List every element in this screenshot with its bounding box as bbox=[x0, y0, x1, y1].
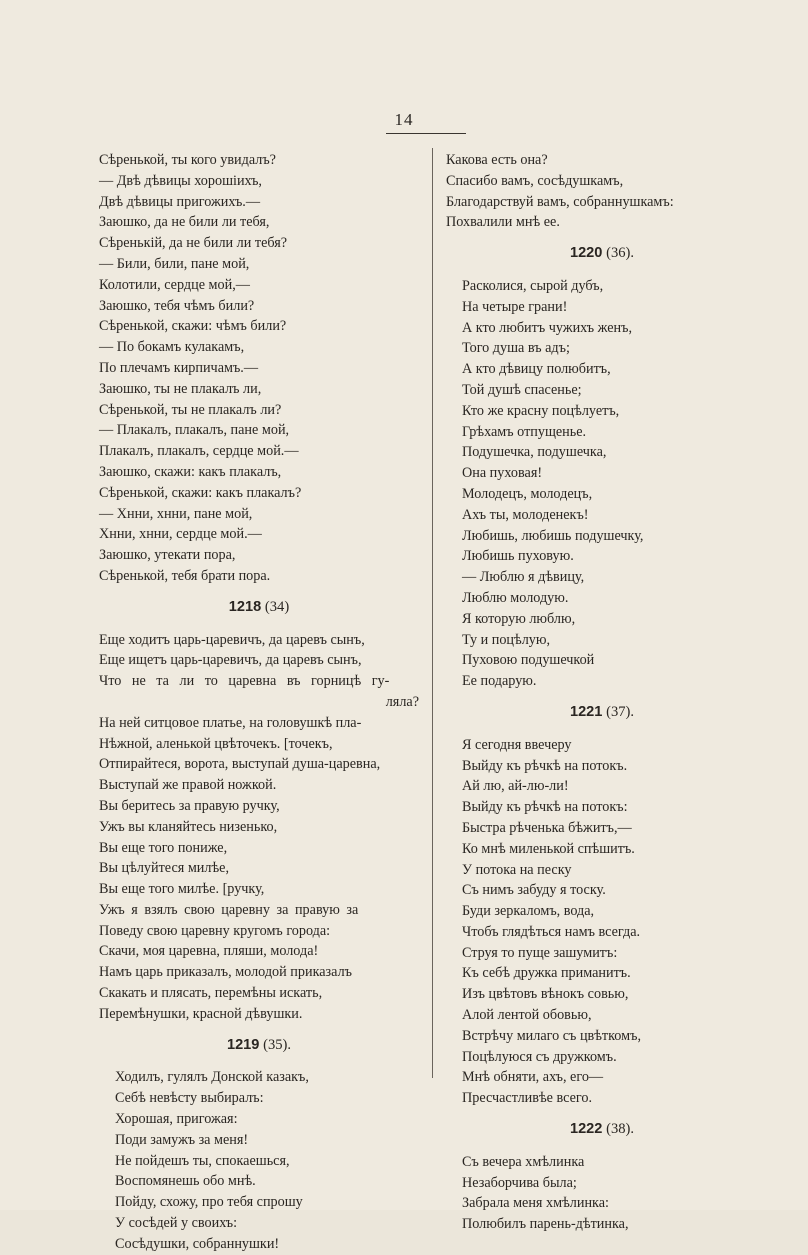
song-subnumber: (34) bbox=[264, 598, 290, 615]
verse-line: Ко мнѣ миленькой спѣшитъ. bbox=[462, 840, 635, 857]
verse-line: ляла? bbox=[385, 693, 419, 710]
verse-line: Хнни, хнни, сердце мой.— bbox=[99, 526, 262, 543]
verse-line: Не пойдешъ ты, спокаешься, bbox=[115, 1152, 290, 1169]
page-number-rule bbox=[386, 133, 466, 134]
verse-line: — По бокамъ кулакамъ, bbox=[99, 339, 245, 356]
verse-line: Пойду, схожу, про тебя спрошу bbox=[115, 1194, 303, 1211]
verse-line: Заюшко, скажи: какъ плакалъ, bbox=[99, 463, 282, 480]
song-subnumber: (37). bbox=[606, 703, 635, 720]
verse-line: Перемѣнушки, красной дѣвушки. bbox=[99, 1005, 303, 1022]
verse-line: Пресчастливѣе всего. bbox=[462, 1090, 592, 1107]
verse-line: Похвалили мнѣ ее. bbox=[446, 214, 560, 231]
verse-line: Воспомянешь обо мнѣ. bbox=[115, 1173, 256, 1190]
verse-line: Сѣренькой, ты не плакалъ ли? bbox=[99, 401, 282, 418]
verse-line: Плакалъ, плакалъ, сердце мой.— bbox=[99, 443, 299, 460]
verse-line: Заюшко, утекати пора, bbox=[99, 547, 236, 564]
song-heading-1220 bbox=[446, 243, 758, 264]
song-continuation-right bbox=[446, 150, 758, 233]
verse-line: Изъ цвѣтовъ вѣнокъ совью, bbox=[462, 986, 629, 1003]
verse-line: Молодецъ, молодецъ, bbox=[462, 485, 593, 502]
verse-line: Себѣ невѣсту выбиралъ: bbox=[115, 1090, 264, 1107]
verse-line: Сѣренькой, ты кого увидалъ? bbox=[99, 152, 276, 168]
verse-line: Колотили, сердце мой,— bbox=[99, 276, 250, 293]
verse-line: — Двѣ дѣвицы хорошiихъ, bbox=[99, 172, 262, 189]
verse-line: Сѣренькiй, да не били ли тебя? bbox=[99, 235, 288, 252]
verse-line: Спасибо вамъ, сосѣдушкамъ, bbox=[446, 172, 624, 189]
verse-line: Струя то пуще зашумитъ: bbox=[462, 944, 618, 961]
verse-line: Двѣ дѣвицы пригожихъ.— bbox=[99, 193, 261, 210]
verse-line: Благодарствуй вамъ, собраннушкамъ: bbox=[446, 193, 674, 210]
verse-line: Сосѣдушки, собраннушки! bbox=[115, 1235, 280, 1252]
verse-line: Ужъ я взялъ свою царевну за правую за bbox=[99, 901, 359, 918]
verse-line: Расколися, сырой дубъ, bbox=[462, 277, 604, 294]
verse-line: Сѣренькой, скажи: чѣмъ били? bbox=[99, 318, 287, 335]
verse-line: Отпирайтеся, ворота, выступай душа-царевна, bbox=[99, 756, 381, 773]
verse-line: Выйду къ рѣчкѣ на потокъ. bbox=[462, 757, 628, 774]
verse-line: Ту и поцѣлую, bbox=[462, 631, 551, 648]
verse-line: Незаборчива была; bbox=[462, 1174, 577, 1191]
verse-line: Что не та ли то царевна въ горницѣ гу- bbox=[99, 673, 390, 690]
verse-line: Полюбилъ парень-дѣтинка, bbox=[462, 1216, 629, 1233]
song-number: 1221 bbox=[569, 703, 603, 720]
verse-line: Сѣренькой, скажи: какъ плакалъ? bbox=[99, 484, 302, 501]
song-heading-1221 bbox=[446, 702, 758, 723]
song-1221-text bbox=[446, 735, 758, 1109]
verse-line: Вы еще того пониже, bbox=[99, 839, 228, 856]
verse-line: Ходилъ, гулялъ Донской казакъ, bbox=[115, 1069, 309, 1086]
verse-line: Она пуховая! bbox=[462, 465, 543, 482]
verse-line: Хорошая, пригожая: bbox=[115, 1111, 238, 1128]
song-subnumber: (38). bbox=[606, 1121, 635, 1138]
verse-line: — Люблю я дѣвицу, bbox=[462, 569, 585, 586]
verse-line: Выступай же правой ножкой. bbox=[99, 777, 277, 794]
verse-line: Чтобъ глядѣться намъ всегда. bbox=[462, 923, 641, 940]
verse-line: Грѣхамъ отпущенье. bbox=[462, 423, 587, 440]
verse-line: — Били, били, пане мой, bbox=[99, 255, 250, 272]
column-divider bbox=[432, 148, 433, 1078]
verse-line: Съ нимъ забуду я тоску. bbox=[462, 882, 606, 899]
verse-line: Алой лентой обовью, bbox=[462, 1007, 592, 1024]
verse-line: Я сегодня ввечеру bbox=[462, 736, 572, 753]
song-heading-1219 bbox=[99, 1035, 419, 1056]
verse-line: Люблю молодую. bbox=[462, 589, 569, 606]
verse-line: Вы еще того милѣе. [ручку, bbox=[99, 881, 265, 898]
verse-line: Быстра рѣченька бѣжитъ,— bbox=[462, 819, 632, 836]
verse-line: Скачи, моя царевна, пляши, молода! bbox=[99, 943, 319, 960]
verse-line: Ахъ ты, молоденекъ! bbox=[462, 506, 589, 523]
verse-line: Еще ищетъ царь-царевичъ, да царевъ сынъ, bbox=[99, 652, 362, 669]
verse-line: Скакать и плясать, перемѣны искать, bbox=[99, 985, 323, 1002]
verse-line: Съ вечера хмѣлинка bbox=[462, 1153, 585, 1170]
verse-line: Къ себѣ дружка приманитъ. bbox=[462, 965, 631, 982]
verse-line: Пуховою подушечкой bbox=[462, 652, 595, 669]
verse-line: По плечамъ кирпичамъ.— bbox=[99, 359, 259, 376]
verse-line: — Плакалъ, плакалъ, пане мой, bbox=[99, 422, 290, 439]
verse-line: Выйду къ рѣчкѣ на потокъ: bbox=[462, 799, 628, 816]
verse-line: Вы беритесь за правую ручку, bbox=[99, 797, 280, 814]
verse-line: Я которую люблю, bbox=[462, 610, 576, 627]
song-heading-1222 bbox=[446, 1119, 758, 1140]
song-1218-text bbox=[99, 630, 419, 1025]
song-number: 1219 bbox=[226, 1036, 260, 1053]
song-number: 1222 bbox=[569, 1121, 603, 1138]
song-number: 1218 bbox=[228, 598, 262, 615]
verse-line: Поди замужъ за меня! bbox=[115, 1131, 249, 1148]
song-subnumber: (35). bbox=[263, 1036, 292, 1053]
song-1220-text bbox=[446, 276, 758, 692]
song-1222-text bbox=[446, 1152, 758, 1235]
verse-line: Кто же красну поцѣлуетъ, bbox=[462, 402, 620, 419]
verse-line: Того душа въ адъ; bbox=[462, 340, 570, 357]
verse-line: Ай лю, ай-лю-ли! bbox=[462, 778, 569, 795]
verse-line: Сѣренькой, тебя брати пора. bbox=[99, 567, 271, 584]
page-number: 14 bbox=[394, 110, 414, 129]
verse-line: У сосѣдей у своихъ: bbox=[115, 1215, 238, 1232]
song-continuation-left bbox=[99, 150, 419, 587]
verse-line: А кто дѣвицу полюбитъ, bbox=[462, 361, 611, 378]
verse-line: Той душѣ спасенье; bbox=[462, 381, 582, 398]
verse-line: Поцѣлуюся съ дружкомъ. bbox=[462, 1048, 617, 1065]
verse-line: Еще ходитъ царь-царевичъ, да царевъ сынъ, bbox=[99, 631, 365, 648]
verse-line: Ужъ вы кланяйтесь низенько, bbox=[99, 818, 278, 835]
verse-line: Мнѣ обняти, ахъ, его— bbox=[462, 1069, 604, 1086]
verse-line: Ее подарую. bbox=[462, 673, 537, 690]
verse-line: Намъ царь приказалъ, молодой приказалъ bbox=[99, 964, 352, 981]
verse-line: Встрѣчу милаго съ цвѣткомъ, bbox=[462, 1027, 641, 1044]
verse-line: Буди зеркаломъ, вода, bbox=[462, 903, 595, 920]
verse-line: Любишь пуховую. bbox=[462, 548, 574, 565]
verse-line: У потока на песку bbox=[462, 861, 572, 878]
song-subnumber: (36). bbox=[606, 245, 635, 262]
verse-line: Подушечка, подушечка, bbox=[462, 444, 607, 461]
verse-line: Поведу свою царевну кругомъ города: bbox=[99, 922, 331, 939]
verse-line: Забрала меня хмѣлинка: bbox=[462, 1195, 609, 1212]
verse-line: Вы цѣлуйтеся милѣе, bbox=[99, 860, 230, 877]
verse-line: На четыре грани! bbox=[462, 298, 568, 315]
verse-line: Нѣжной, аленькой цвѣточекъ. [точекъ, bbox=[99, 735, 333, 752]
verse-line: А кто любитъ чужихъ женъ, bbox=[462, 319, 632, 336]
song-1219-text bbox=[99, 1067, 419, 1254]
verse-line: Какова есть она? bbox=[446, 152, 548, 168]
verse-line: Заюшко, тебя чѣмъ били? bbox=[99, 297, 255, 314]
verse-line: — Хнни, хнни, пане мой, bbox=[99, 505, 253, 522]
song-heading-1218 bbox=[99, 597, 419, 618]
song-number: 1220 bbox=[569, 245, 603, 262]
verse-line: Любишь, любишь подушечку, bbox=[462, 527, 644, 544]
verse-line: Заюшко, да не били ли тебя, bbox=[99, 214, 270, 231]
verse-line: На ней ситцовое платье, на головушкѣ пла- bbox=[99, 714, 362, 731]
right-column bbox=[446, 150, 758, 1235]
left-column bbox=[99, 150, 419, 1255]
verse-line: Заюшко, ты не плакалъ ли, bbox=[99, 380, 262, 397]
